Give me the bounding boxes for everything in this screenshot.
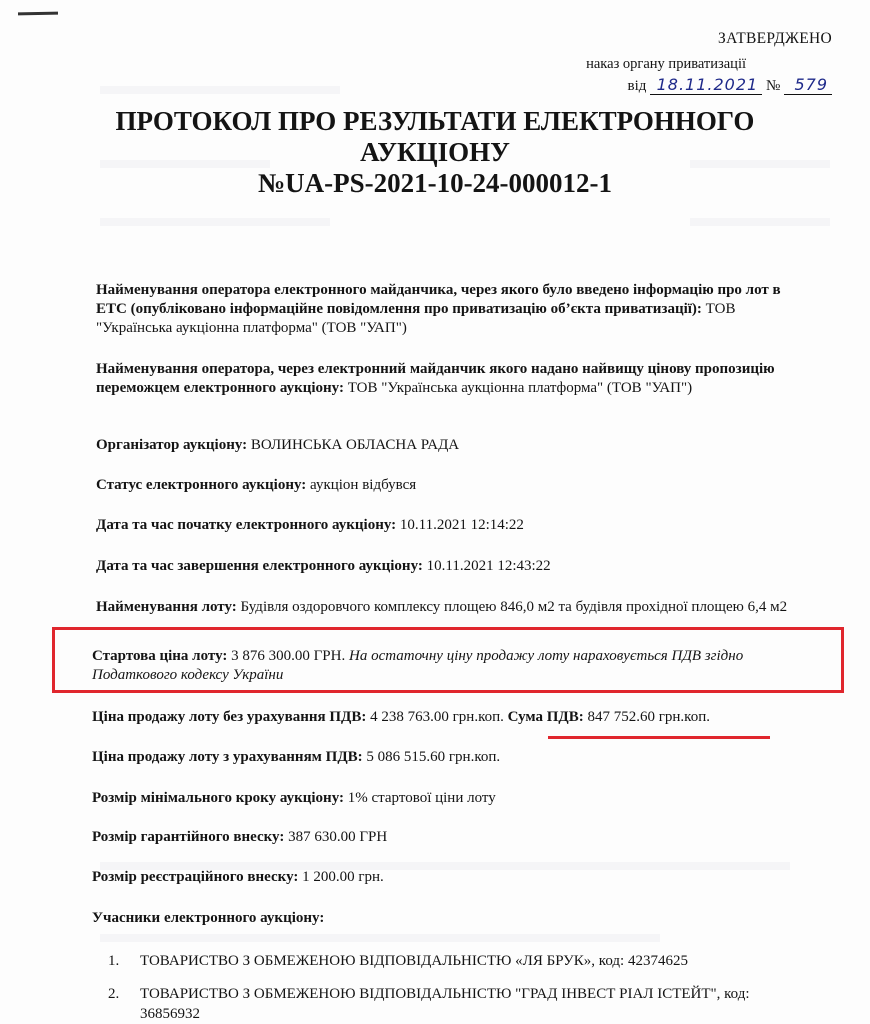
field-value: ТОВ "Українська аукціонна платформа" (ТОВ "УАП") [347, 380, 693, 396]
list-item-text: ТОВАРИСТВО З ОБМЕЖЕНОЮ ВІДПОВІДАЛЬНІСТЮ "ГРАД ІНВЕСТ РІАЛ ІСТЕЙТ", код: 36856932 [140, 986, 750, 1022]
handwritten-number: 579 [784, 75, 832, 95]
list-item-number: 2. [108, 986, 120, 1002]
field-value: 387 630.00 ГРН [288, 829, 388, 845]
field-label: Найменування оператора, через електронний майданчик якого надано найвищу цінову пропозицію переможцем електронного аукціону: [96, 361, 775, 396]
field-value: 4 238 763.00 грн.коп. [370, 709, 504, 725]
field-label: Учасники електронного аукціону: [92, 910, 325, 926]
vat-note: На остаточну ціну продажу лоту нараховується ПДВ згідно Податкового кодексу України [92, 648, 744, 683]
approval-order-label: наказ органу приватизації [586, 56, 746, 72]
field-label: Розмір реєстраційного внеску: [92, 869, 299, 885]
title-line-2: АУКЦІОНУ [360, 137, 510, 167]
field-label: Найменування лоту: [96, 599, 237, 615]
field-value: 10.11.2021 12:14:22 [399, 517, 524, 533]
field-organizer [96, 436, 810, 455]
field-label: Найменування оператора електронного майданчика, через якого було введено інформацію про лот в ЕТС (опубліковано інформаційне повідомлення про приватизацію об’єкта приватизації): [96, 282, 781, 317]
field-label: Дата та час завершення електронного аукціону: [96, 558, 423, 574]
field-value: аукціон відбувся [310, 477, 417, 493]
scan-mark [18, 12, 58, 16]
show-through [100, 934, 660, 942]
field-value: ВОЛИНСЬКА ОБЛАСНА РАДА [250, 437, 460, 453]
field-price-no-vat [92, 708, 840, 727]
field-label: Ціна продажу лоту без урахування ПДВ: [92, 709, 367, 725]
handwritten-date: 18.11.2021 [650, 75, 762, 95]
field-registration [92, 868, 810, 887]
approval-title: ЗАТВЕРДЖЕНО [718, 30, 832, 47]
field-label: Стартова ціна лоту: [92, 648, 228, 664]
field-value: 3 876 300.00 ГРН. [231, 648, 346, 664]
approval-date-line [586, 75, 832, 95]
list-item [108, 951, 810, 971]
field-min-step [92, 789, 810, 808]
highlight-underline [548, 736, 770, 739]
field-operator-winner [96, 360, 810, 398]
field-label: Статус електронного аукціону: [96, 477, 307, 493]
field-value: ТОВ "Українська аукціонна платформа" (ТОВ "УАП") [96, 301, 736, 336]
list-item [108, 984, 810, 1024]
date-prefix: від [627, 78, 647, 94]
participants-heading [92, 909, 810, 928]
list-item-number: 1. [108, 953, 120, 969]
field-guarantee [92, 828, 810, 847]
participants-list [108, 951, 810, 1024]
title-line-3: №UA-PS-2021-10-24-000012-1 [257, 168, 613, 198]
show-through [690, 218, 830, 226]
vat-sum-value: 847 752.60 грн.коп. [587, 709, 710, 725]
field-value: 5 086 515.60 грн.коп. [366, 749, 501, 765]
field-value: 1 200.00 грн. [302, 869, 384, 885]
field-price-with-vat [92, 748, 810, 767]
field-start-time [96, 516, 810, 535]
field-label: Ціна продажу лоту з урахуванням ПДВ: [92, 749, 363, 765]
field-start-price [92, 647, 830, 685]
field-status [96, 476, 810, 495]
number-prefix: № [765, 78, 781, 94]
list-item-text: ТОВАРИСТВО З ОБМЕЖЕНОЮ ВІДПОВІДАЛЬНІСТЮ «ЛЯ БРУК», код: 42374625 [140, 953, 688, 969]
show-through [100, 218, 330, 226]
vat-sum-label: Сума ПДВ: [507, 709, 584, 725]
approval-stamp [586, 30, 832, 95]
field-lot-name [96, 598, 810, 617]
field-operator-info [96, 281, 810, 338]
field-end-time [96, 557, 810, 576]
title-line-1: ПРОТОКОЛ ПРО РЕЗУЛЬТАТИ ЕЛЕКТРОННОГО [115, 106, 755, 136]
field-label: Розмір мінімального кроку аукціону: [92, 790, 344, 806]
field-value: Будівля оздоровчого комплексу площею 846,0 м2 та будівля прохідної площею 6,4 м2 [240, 599, 788, 615]
field-value: 1% стартової ціни лоту [347, 790, 496, 806]
field-label: Організатор аукціону: [96, 437, 248, 453]
field-label: Дата та час початку електронного аукціону: [96, 517, 397, 533]
field-label: Розмір гарантійного внеску: [92, 829, 285, 845]
document-title [0, 106, 870, 199]
field-value: 10.11.2021 12:43:22 [426, 558, 551, 574]
show-through [100, 86, 340, 94]
